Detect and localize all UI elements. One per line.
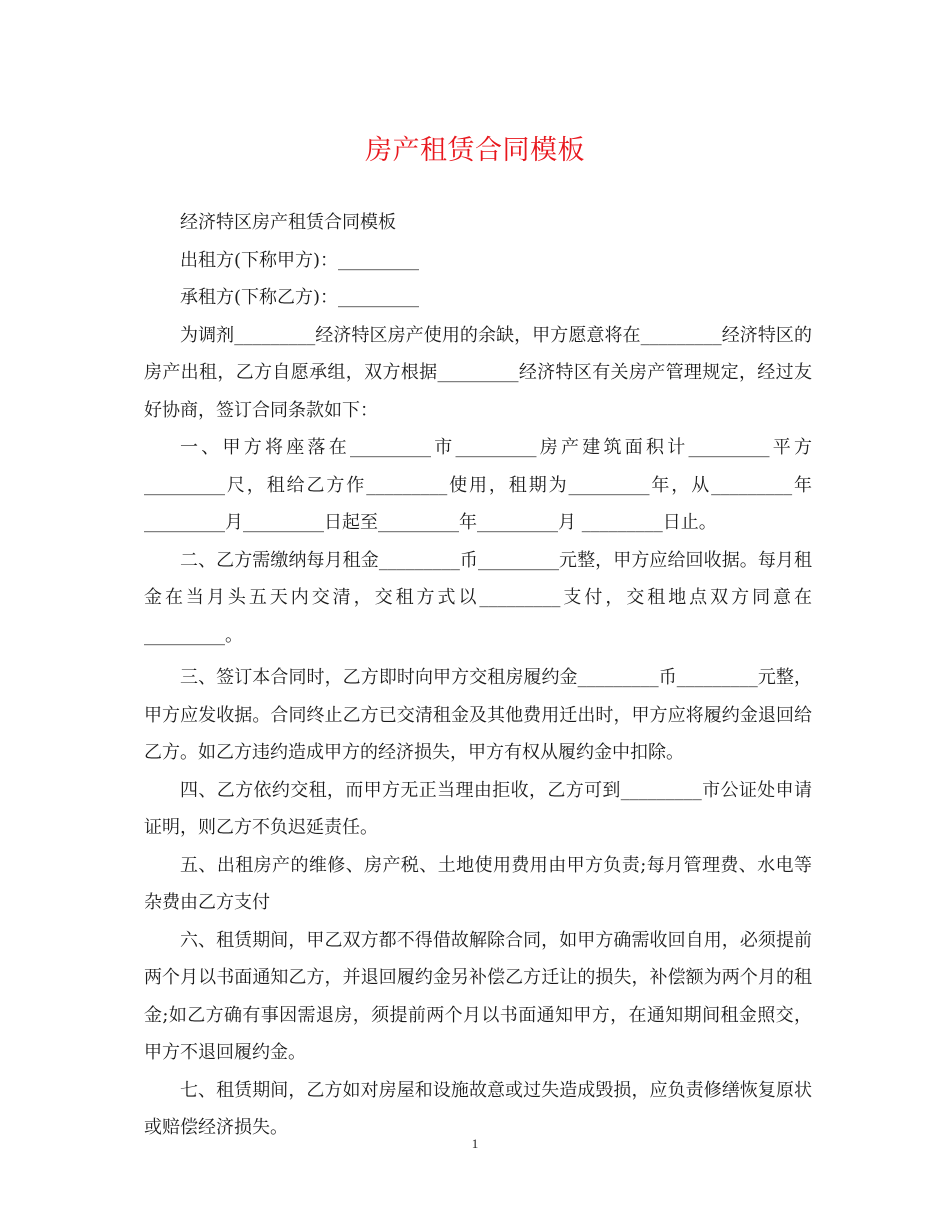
document-body [144,204,812,1147]
lessor-line: 出租方(下称甲方)：_________ [180,249,420,271]
document-title: 房产租赁合同模板 [365,135,585,166]
clause-1: 一、甲方将座落在_________市_________房产建筑面积计_________平方_________尺，租给乙方作_________使用，租期为_________年，从_________年_________月_________日起至_________年_________月 _________日止。 [144,437,812,533]
clause-4: 四、乙方依约交租，而甲方无正当理由拒收，乙方可到_________市公证处申请证明，则乙方不负迟延责任。 [144,779,812,838]
clause-3: 三、签订本合同时，乙方即时向甲方交租房履约金_________币_________元整，甲方应发收据。合同终止乙方已交清租金及其他费用迁出时，甲方应将履约金退回给乙方。如乙方违约造成甲方的经济损失，甲方有权从履约金中扣除。 [144,667,812,763]
page-number: 1 [471,1136,479,1151]
clause-2: 二、乙方需缴纳每月租金_________币_________元整，甲方应给回收据。每月租金在当月头五天内交清，交租方式以_________支付，交租地点双方同意在_________。 [144,549,812,646]
preamble-paragraph: 为调剂_________经济特区房产使用的余缺，甲方愿意将在_________经济特区的房产出租，乙方自愿承组，双方根据_________经济特区有关房产管理规定，经过友好协商，签订合同条款如下： [144,324,812,421]
clause-7: 七、租赁期间，乙方如对房屋和设施故意或过失造成毁损，应负责修缮恢复原状或赔偿经济损失。 [144,1079,812,1138]
contract-subtitle: 经济特区房产租赁合同模板 [180,212,396,233]
clause-6: 六、租赁期间，甲乙双方都不得借故解除合同，如甲方确需收回自用，必须提前两个月以书面通知乙方，并退回履约金另补偿乙方迁让的损失，补偿额为两个月的租金;如乙方确有事因需退房，须提前两个月以书面通知甲方，在通知期间租金照交，甲方不退回履约金。 [144,929,812,1063]
lessee-line: 承租方(下称乙方)：_________ [180,287,420,308]
clause-5: 五、出租房产的维修、房产税、土地使用费用由甲方负责;每月管理费、水电等杂费由乙方支付 [144,854,812,913]
